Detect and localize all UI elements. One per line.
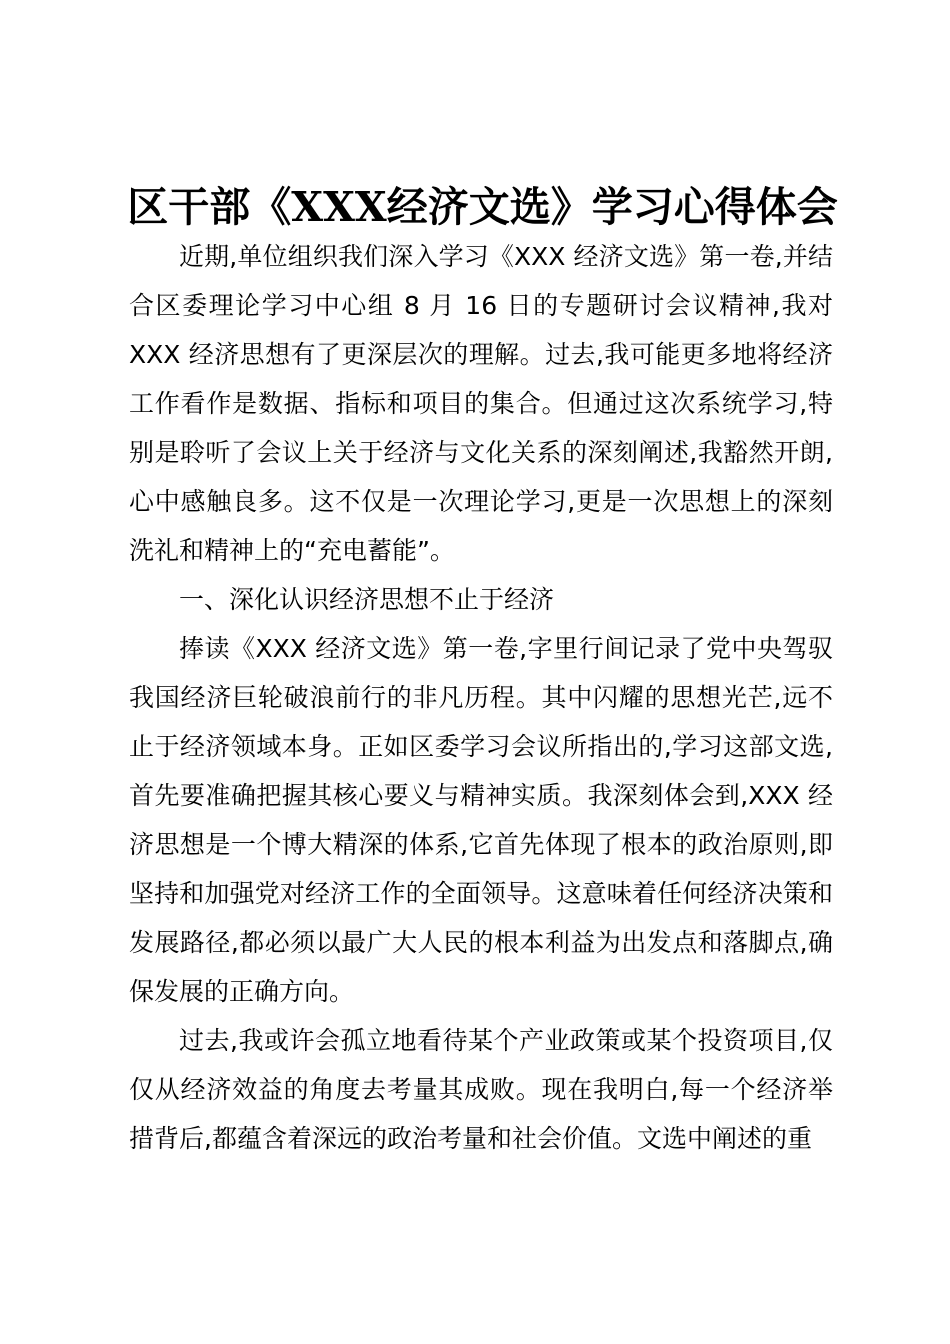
paragraph-intro: 近期,单位组织我们深入学习《XXX 经济文选》第一卷,并结合区委理论学习中心组 8 月 16 日的专题研讨会议精神,我对 XXX 经济思想有了更深层次的理解。过去,我可能更多地将经济工作看作是数据、指标和项目的集合。但通过这次系统学习,特别是聆听了会议上关于经济与文化关系的深刻阐述,我豁然开朗,心中感触良多。这不仅是一次理论学习,更是一次思想上的深刻洗礼和精神上的“充电蓄能”。: [129, 242, 833, 565]
document-body: [129, 232, 833, 1163]
document-title: 区干部《XXX经济文选》学习心得体会: [127, 183, 838, 231]
paragraph-section-1: 捧读《XXX 经济文选》第一卷,字里行间记录了党中央驾驭我国经济巨轮破浪前行的非凡历程。其中闪耀的思想光芒,远不止于经济领域本身。正如区委学习会议所指出的,学习这部文选,首先要准确把握其核心要义与精神实质。我深刻体会到,XXX 经济思想是一个博大精深的体系,它首先体现了根本的政治原则,即坚持和加强党对经济工作的全面领导。这意味着任何经济决策和发展路径,都必须以最广大人民的根本利益为出发点和落脚点,确保发展的正确方向。: [129, 634, 833, 1006]
paragraph-continued: 过去,我或许会孤立地看待某个产业政策或某个投资项目,仅仅从经济效益的角度去考量其成败。现在我明白,每一个经济举措背后,都蕴含着深远的政治考量和社会价值。文选中阐述的重: [129, 1026, 833, 1153]
section-heading-1: 一、深化认识经济思想不止于经济: [179, 585, 555, 614]
